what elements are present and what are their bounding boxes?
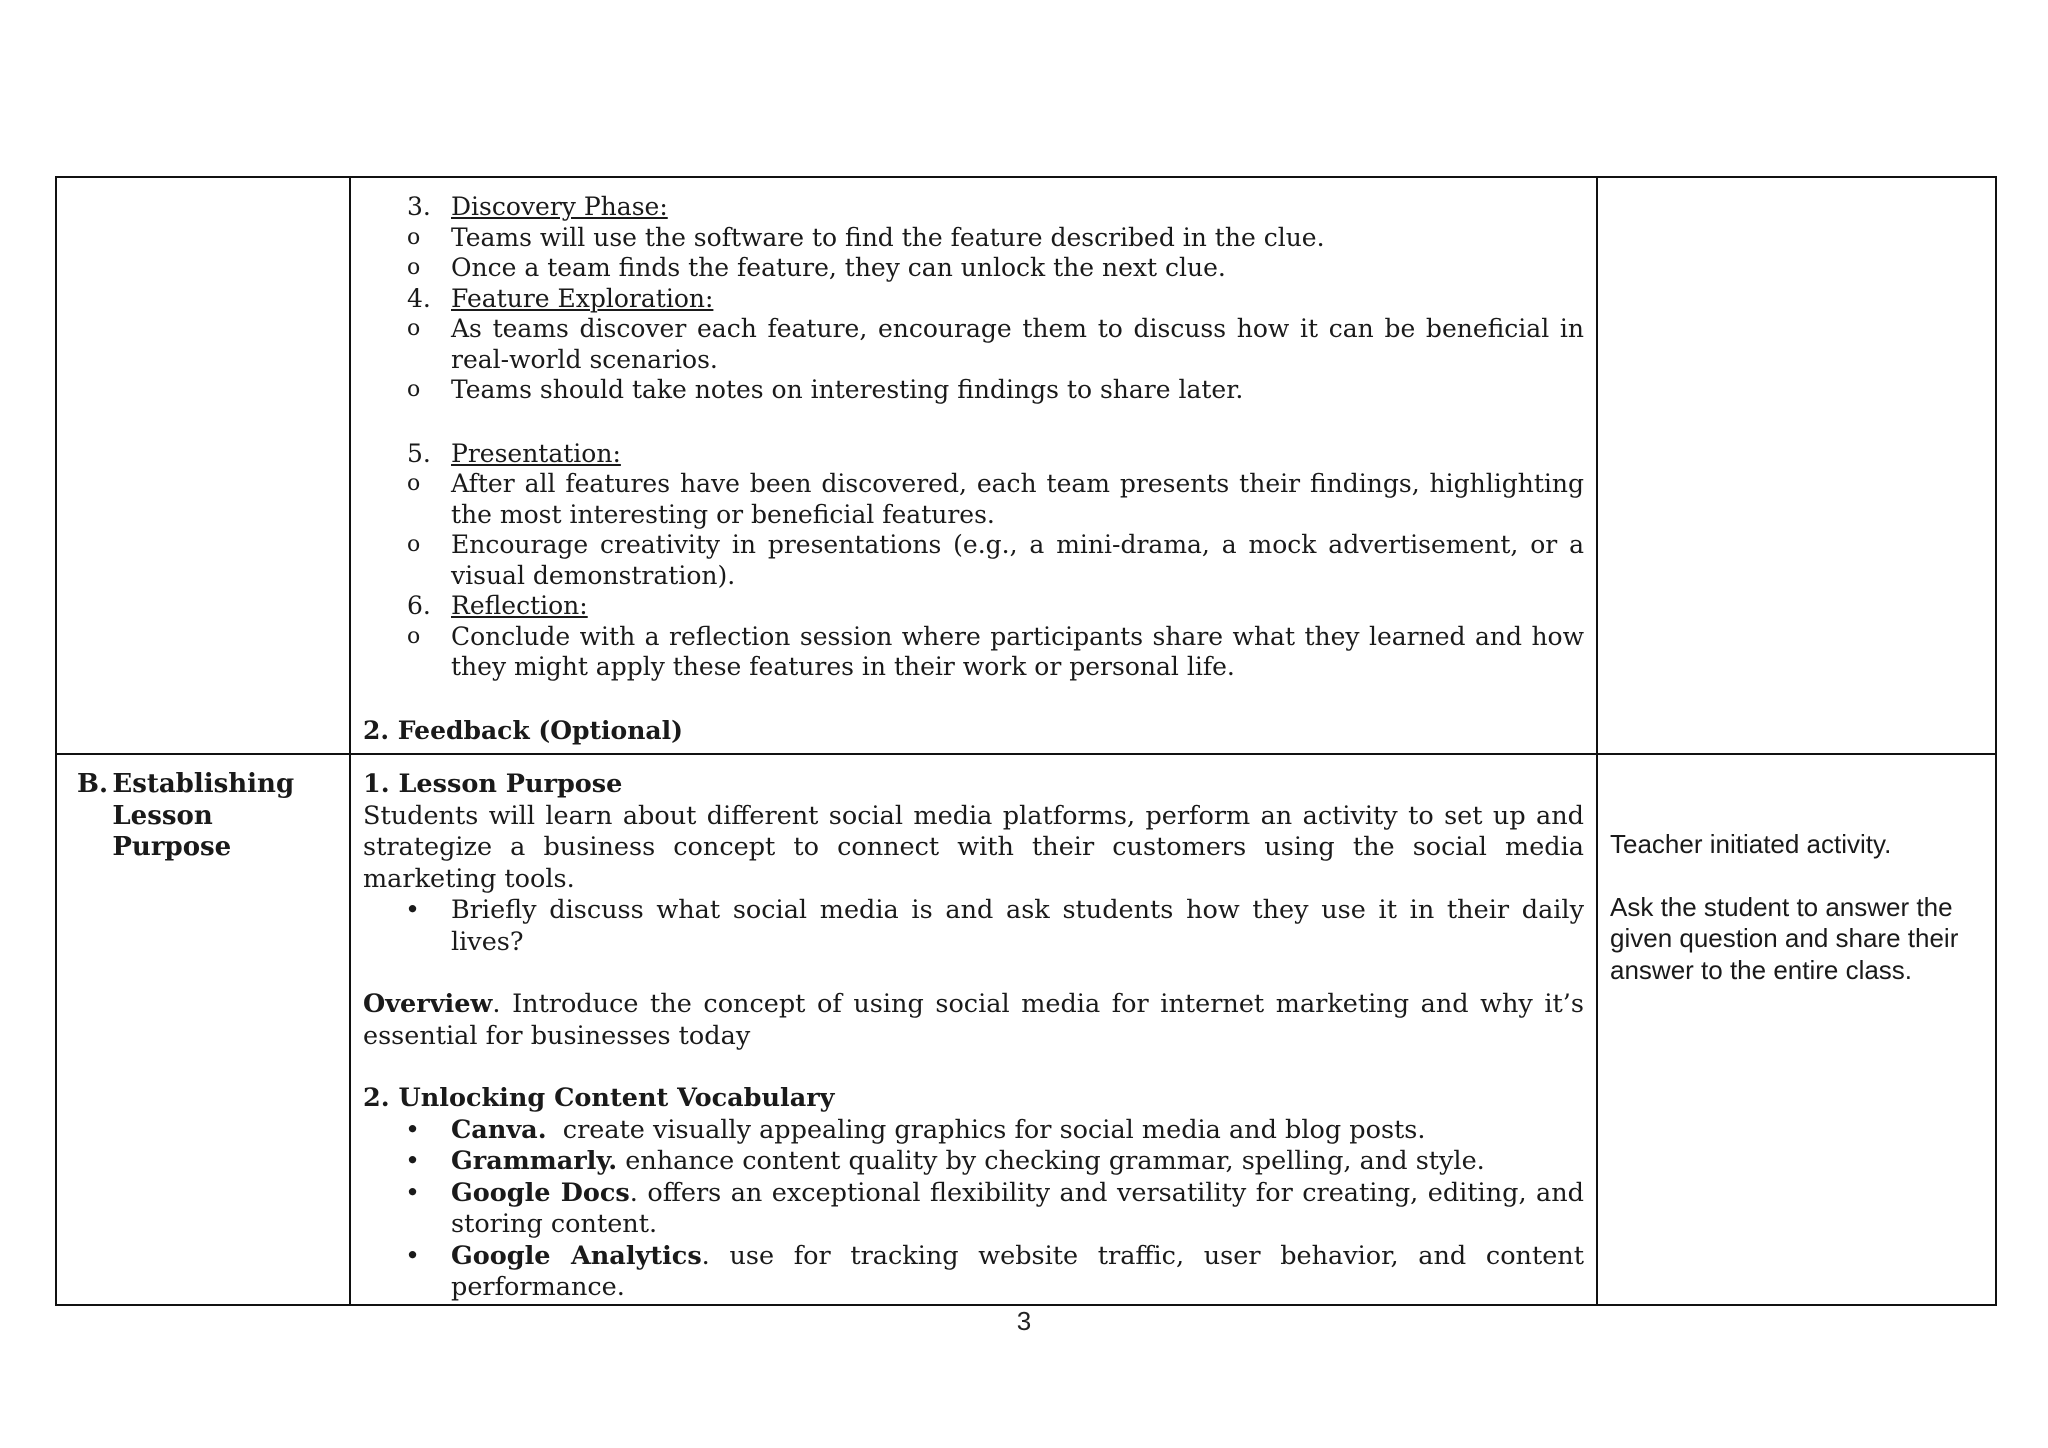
page-number: 3 (1016, 1306, 1032, 1336)
activity-steps-list (363, 192, 1584, 683)
teacher-note-2: Ask the student to answer the given question and share their answer to the entire class. (1610, 891, 1959, 985)
table-row (56, 754, 1996, 1305)
vocab-item (363, 1146, 1584, 1178)
bullet-icon: • (405, 1146, 421, 1176)
vocab-definition: . use for tracking website traffic, user behavior, and content performance. (451, 1240, 1584, 1302)
circle-bullet-icon: o (407, 532, 421, 557)
row1-content-cell (350, 177, 1597, 754)
step-number: 3. (407, 192, 431, 221)
circle-bullet-icon: o (407, 471, 421, 496)
list-item: • Briefly discuss what social media is and ask students how they use it in their daily lives? (405, 895, 1584, 957)
vocab-definition: enhance content quality by checking grammar, spelling, and style. (617, 1146, 1485, 1176)
bullet-icon: • (405, 1177, 421, 1208)
teacher-note-1: Teacher initiated activity. (1610, 829, 1892, 859)
section-title: Establishing Lesson Purpose (112, 769, 295, 862)
lesson-purpose-heading: 1. Lesson Purpose (363, 769, 623, 799)
vocab-term: Google Analytics (451, 1240, 702, 1271)
step-item (363, 192, 1584, 223)
step-title: Reflection: (451, 591, 588, 620)
circle-bullet-icon: o (407, 623, 421, 649)
vocab-heading: 2. Unlocking Content Vocabulary (363, 1083, 835, 1113)
vocab-term: Grammarly. (451, 1146, 618, 1176)
table-row (56, 177, 1996, 754)
overview-text: . Introduce the concept of using social media for internet marketing and why it’s essential for businesses today (363, 989, 1584, 1051)
row2-left-cell (56, 754, 350, 1305)
circle-bullet-icon: o (407, 224, 421, 250)
step-sub-item: o Conclude with a reflection session where participants share what they learned and how they might apply these features in their work or personal life. (407, 621, 1584, 681)
bullet-icon: • (405, 1240, 421, 1271)
vocab-definition: create visually appealing graphics for social media and blog posts. (546, 1114, 1426, 1145)
step-number: 6. (407, 591, 431, 620)
vocab-term: Google Docs (451, 1177, 630, 1208)
step-sub-item: o Teams should take notes on interesting findings to share later. (407, 375, 1244, 404)
overview-label: Overview (363, 989, 493, 1019)
step-sub-item: o Encourage creativity in presentations (e.g., a mini-drama, a mock advertisement, or a visual demonstration). (407, 530, 1584, 590)
step-sub-item: o Teams will use the software to find the feature described in the clue. (407, 222, 1325, 252)
step-item (363, 284, 1584, 315)
overview-paragraph (363, 989, 1584, 1052)
step-item (363, 591, 1584, 622)
step-number: 5. (407, 438, 431, 468)
step-number: 4. (407, 283, 431, 313)
row1-notes-cell (1597, 177, 1996, 754)
step-sub-item: o After all features have been discovered, each team presents their findings, highlighting the most interesting or beneficial features. (407, 469, 1584, 529)
step-title: Presentation: (451, 438, 621, 468)
circle-bullet-icon: o (407, 316, 421, 341)
row1-left-cell (56, 177, 350, 754)
vocab-item (363, 1115, 1584, 1147)
vocab-item (363, 1241, 1584, 1304)
step-sub-item: o Once a team finds the feature, they can unlock the next clue. (407, 253, 1226, 282)
bullet-icon: • (405, 1114, 421, 1145)
row2-notes-cell (1597, 754, 1996, 1305)
step-item (363, 439, 1584, 470)
step-title: Feature Exploration: (451, 283, 714, 313)
lesson-plan-table (55, 176, 1997, 1306)
bullet-icon: • (405, 895, 421, 925)
circle-bullet-icon: o (407, 255, 421, 280)
step-sub-item: o As teams discover each feature, encourage them to discuss how it can be beneficial in real-world scenarios. (407, 314, 1584, 374)
circle-bullet-icon: o (407, 377, 421, 402)
step-title: Discovery Phase: (451, 192, 668, 221)
feedback-heading: 2. Feedback (Optional) (363, 715, 683, 745)
vocab-term: Canva. (451, 1114, 547, 1145)
section-letter: B. (77, 769, 109, 799)
vocab-item (363, 1178, 1584, 1241)
lesson-purpose-text: Students will learn about different social media platforms, perform an activity to set up and strategize a business concept to connect with their customers using the social media marketing tools. (363, 800, 1584, 894)
vocab-definition: . offers an exceptional flexibility and versatility for creating, editing, and storing content. (451, 1177, 1584, 1239)
row2-content-cell (350, 754, 1597, 1305)
vocab-list (363, 1115, 1584, 1304)
